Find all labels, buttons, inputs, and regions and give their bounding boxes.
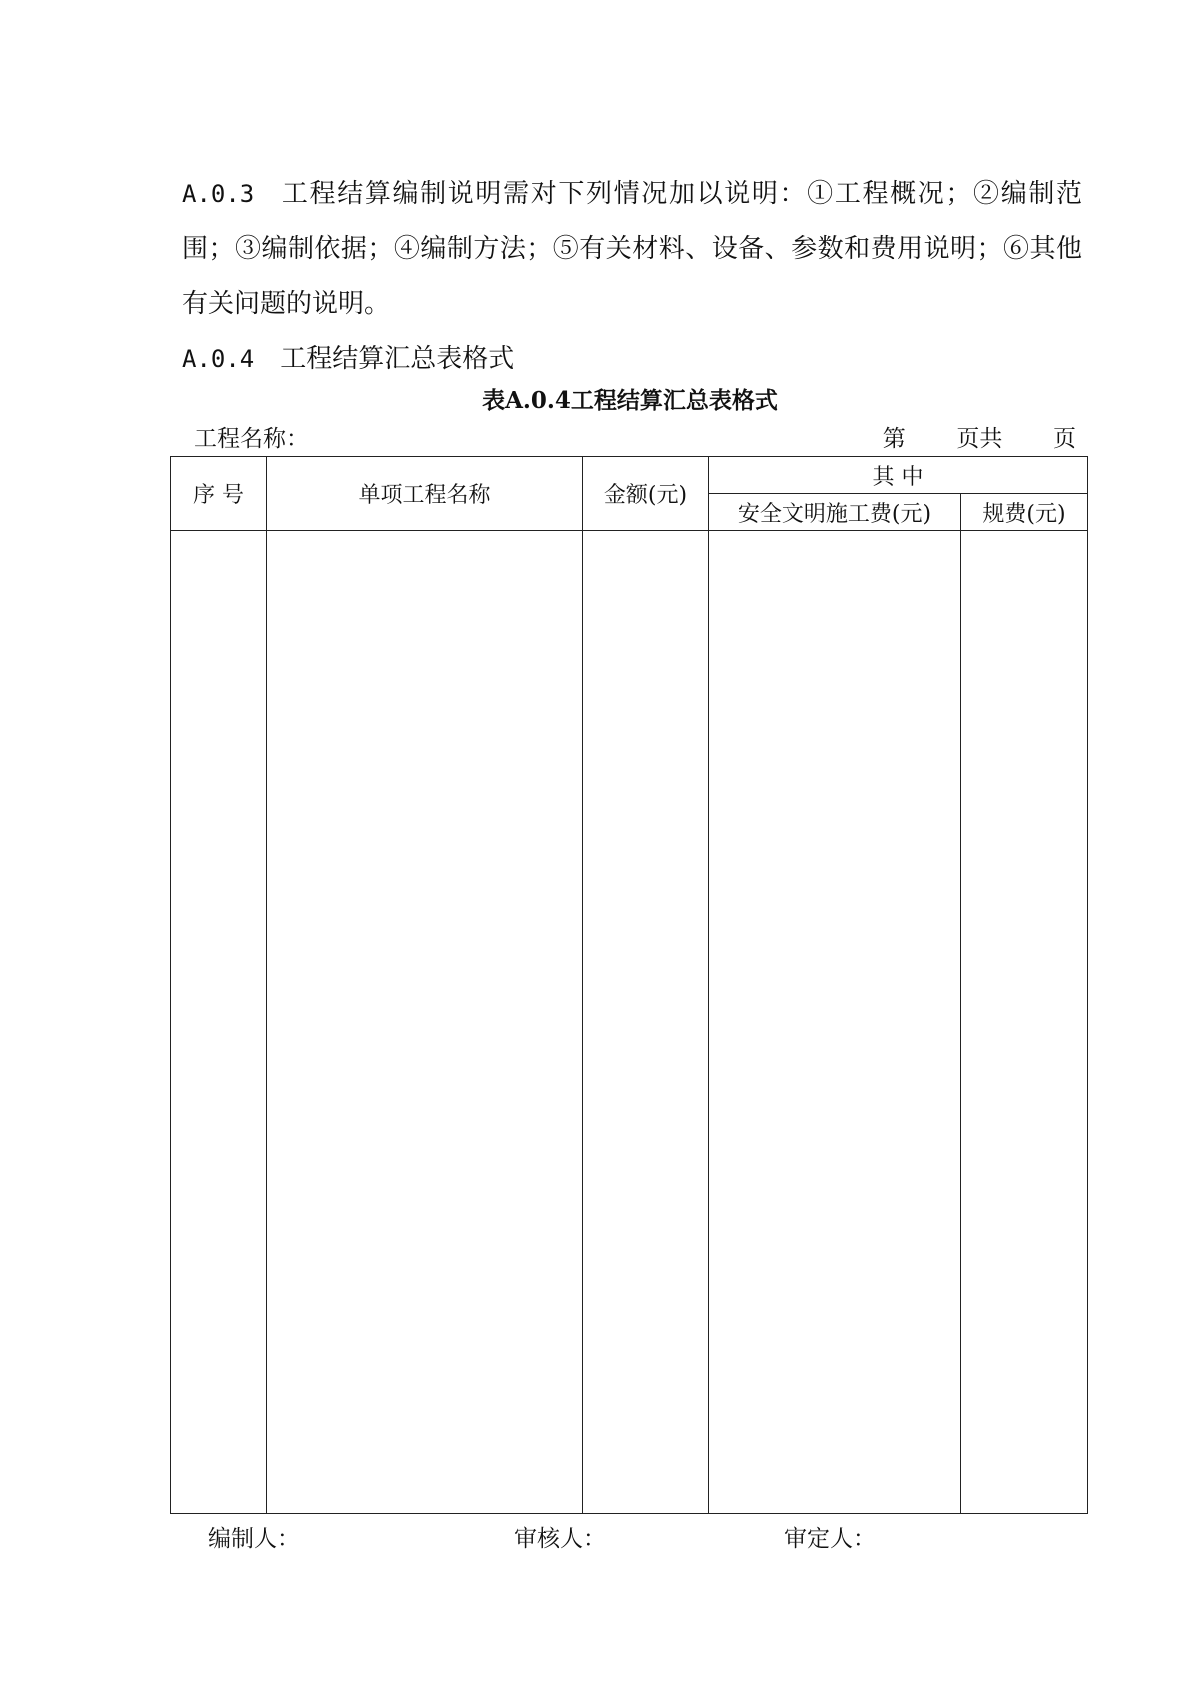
table-row <box>171 531 1088 1514</box>
table-caption: 表A.0.4工程结算汇总表格式 <box>482 387 778 414</box>
section-a03-text: 工程结算编制说明需对下列情况加以说明：①工程概况；②编制范围；③编制依据；④编制方法；⑤有关材料、设备、参数和费用说明；⑥其他有关问题的说明。 <box>182 179 1082 319</box>
page-indicator <box>883 420 1076 453</box>
section-a04-number: A.0.4 <box>182 345 255 373</box>
section-a03-paragraph <box>182 167 1082 332</box>
compiler-label: 编制人： <box>208 1526 300 1552</box>
header-item-name: 单项工程名称 <box>267 457 583 531</box>
settlement-summary-table <box>170 456 1088 1514</box>
table-meta-line <box>194 420 1076 453</box>
section-a03-number: A.0.3 <box>182 180 255 208</box>
reviewer-label: 审核人： <box>514 1526 606 1552</box>
page-label-ye: 页 <box>1053 426 1076 452</box>
table-header-row <box>171 457 1088 494</box>
header-serial: 序 号 <box>171 457 267 531</box>
section-a04-heading <box>182 332 1082 387</box>
cell-serial <box>171 531 267 1514</box>
project-name-label: 工程名称： <box>194 426 309 452</box>
section-a04-text: 工程结算汇总表格式 <box>280 344 515 374</box>
header-amount: 金额(元) <box>583 457 709 531</box>
cell-safety-fee <box>709 531 961 1514</box>
cell-item-name <box>267 531 583 1514</box>
header-of-which: 其 中 <box>709 457 1088 494</box>
approver-label: 审定人： <box>784 1526 876 1552</box>
page-label-ye-gong: 页共 <box>956 426 1003 452</box>
header-safety-fee: 安全文明施工费(元) <box>709 494 961 531</box>
cell-regulatory-fee <box>961 531 1088 1514</box>
header-regulatory-fee: 规费(元) <box>961 494 1088 531</box>
page-label-di: 第 <box>882 426 906 452</box>
cell-amount <box>583 531 709 1514</box>
